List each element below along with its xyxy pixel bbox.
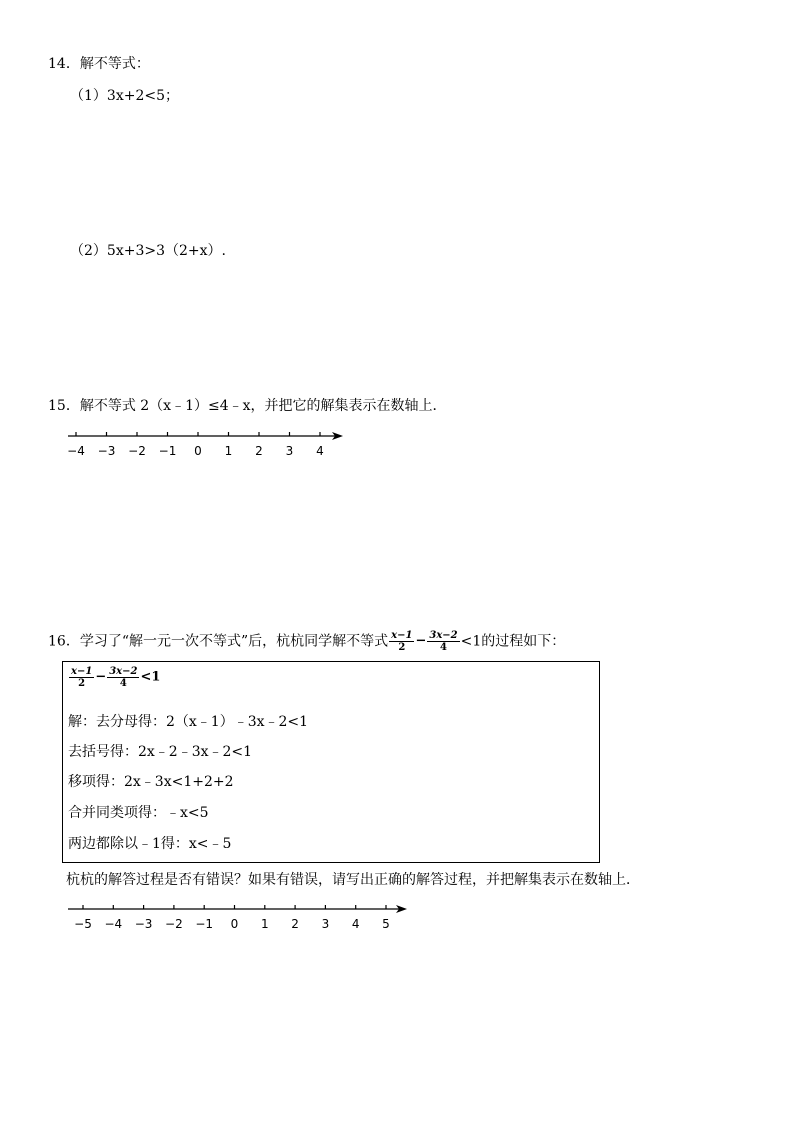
axis-tick-label: −1	[158, 444, 177, 458]
fraction-numerator: 3x−2	[429, 630, 458, 641]
number-line-q16	[60, 898, 420, 938]
axis-tick-label: −3	[97, 444, 116, 458]
axis-tick-label: −2	[128, 444, 146, 458]
q14-part1: （1）3x+2<5；	[70, 88, 179, 104]
axis-tick-label: 3	[321, 917, 330, 931]
axis-tick-label: 2	[255, 444, 263, 458]
step-remove-brackets: 去括号得：2x﹣2﹣3x﹣2<1	[68, 744, 253, 760]
minus-sign: −	[415, 633, 427, 649]
step-divide: 两边都除以﹣1得：x<﹣5	[68, 836, 232, 852]
fraction-numerator: x−1	[71, 666, 93, 677]
q16-title-prefix: 16．学习了“解一元一次不等式”后，杭杭同学解不等式	[48, 633, 389, 650]
q16-question: 杭杭的解答过程是否有错误？如果有错误，请写出正确的解答过程，并把解集表示在数轴上．	[66, 872, 640, 888]
box-inequality	[68, 666, 160, 689]
step-clear-denominators: 解：去分母得：2（x﹣1）﹣3x﹣2<1	[68, 714, 309, 730]
fraction-denominator: 2	[398, 642, 406, 653]
fraction-denominator: 4	[440, 642, 447, 653]
fraction-denominator: 4	[119, 678, 127, 689]
fraction-3x-minus-2-over-4	[107, 666, 139, 689]
axis-tick-label: 5	[382, 917, 390, 931]
fraction-x-minus-1-over-2	[389, 630, 414, 653]
box-rhs: <1	[140, 669, 161, 685]
q15-title: 15．解不等式 2（x﹣1）≤4﹣x，并把它的解集表示在数轴上．	[48, 398, 447, 414]
q14-part2: （2）5x+3>3（2+x）.	[70, 243, 226, 259]
minus-sign: −	[95, 669, 107, 685]
fraction-numerator: x−1	[391, 630, 413, 641]
fraction-3x-minus-2-over-4	[427, 630, 459, 653]
fraction-numerator: 3x−2	[109, 666, 138, 677]
fraction-x-minus-1-over-2	[69, 666, 94, 689]
step-combine-like-terms: 合并同类项得：﹣x<5	[68, 805, 209, 821]
axis-tick-label: −5	[74, 917, 92, 931]
fraction-denominator: 2	[78, 678, 86, 689]
q14-title: 14．解不等式：	[48, 56, 150, 72]
solution-box	[62, 661, 600, 863]
axis-tick-label: −4	[104, 917, 123, 931]
axis-tick-label: 4	[316, 444, 324, 458]
number-line-q15	[60, 425, 360, 465]
step-move-terms: 移项得：2x﹣3x<1+2+2	[68, 774, 234, 790]
axis-tick-label: −3	[134, 917, 153, 931]
axis-tick-label: 0	[194, 444, 202, 458]
q16-title	[48, 630, 565, 653]
axis-tick-label: 4	[351, 917, 360, 931]
axis-tick-label: 3	[285, 444, 294, 458]
axis-tick-label: 1	[260, 917, 269, 931]
q16-title-suffix: <1的过程如下：	[460, 633, 566, 650]
axis-tick-label: −2	[165, 917, 183, 931]
axis-tick-label: 1	[224, 444, 233, 458]
axis-tick-label: −4	[67, 444, 85, 458]
axis-tick-label: −1	[195, 917, 214, 931]
axis-tick-label: 0	[230, 917, 239, 931]
axis-tick-label: 2	[291, 917, 299, 931]
